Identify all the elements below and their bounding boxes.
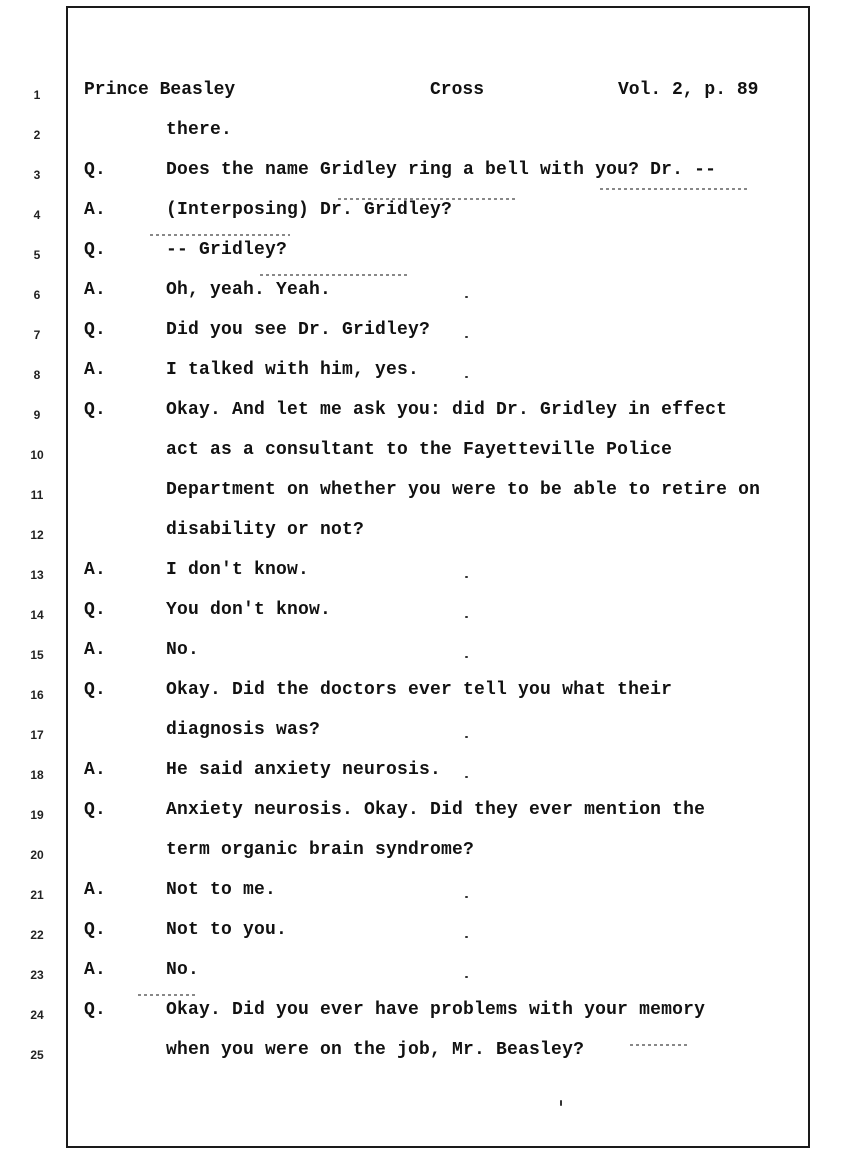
- line-text: He said anxiety neurosis.: [166, 760, 442, 780]
- transcript-line: [0, 400, 860, 440]
- scan-smudge: [630, 1044, 690, 1046]
- line-text: when you were on the job, Mr. Beasley?: [166, 1040, 585, 1060]
- line-text: diagnosis was?: [166, 720, 321, 740]
- line-text: Not to you.: [166, 920, 288, 940]
- transcript-line: [0, 240, 860, 280]
- transcript-line: [0, 960, 860, 1000]
- line-text: Department on whether you were to be able to retire on: [166, 480, 761, 500]
- transcript-line: [0, 280, 860, 320]
- line-number: 18: [30, 768, 44, 782]
- line-text: Does the name Gridley ring a bell with you? Dr. --: [166, 160, 717, 180]
- transcript-line: [0, 320, 860, 360]
- transcript-line: [0, 920, 860, 960]
- line-number: 16: [30, 688, 44, 702]
- transcript-line: [0, 1040, 860, 1080]
- speaker: A.: [84, 560, 107, 580]
- line-number: 17: [30, 728, 44, 742]
- line-number: 22: [30, 928, 44, 942]
- line-number: 24: [30, 1008, 44, 1022]
- line-number: 1: [33, 88, 41, 102]
- line-text: (Interposing) Dr. Gridley?: [166, 200, 453, 220]
- speaker: Q.: [84, 320, 107, 340]
- transcript-line: [0, 680, 860, 720]
- transcript-line: [0, 720, 860, 760]
- line-number: 14: [30, 608, 44, 622]
- speaker: Q.: [84, 400, 107, 420]
- speaker: Q.: [84, 600, 107, 620]
- line-number: 20: [30, 848, 44, 862]
- scan-speck: [465, 736, 468, 738]
- scan-speck: [465, 896, 468, 898]
- speaker: Q.: [84, 240, 107, 260]
- transcript-line: [0, 1000, 860, 1040]
- line-text: disability or not?: [166, 520, 365, 540]
- line-number: 2: [33, 128, 41, 142]
- line-number: 11: [30, 488, 44, 502]
- line-text: Did you see Dr. Gridley?: [166, 320, 431, 340]
- line-text: Anxiety neurosis. Okay. Did they ever mention the: [166, 800, 706, 820]
- line-number: 3: [33, 168, 41, 182]
- line-text: Okay. And let me ask you: did Dr. Gridley in effect: [166, 400, 728, 420]
- transcript-line: [0, 760, 860, 800]
- transcript-line: [0, 840, 860, 880]
- scan-speck: [465, 376, 468, 378]
- line-number: 19: [30, 808, 44, 822]
- speaker: A.: [84, 360, 107, 380]
- transcript-line: [0, 880, 860, 920]
- line-number: 8: [33, 368, 41, 382]
- speaker: Q.: [84, 920, 107, 940]
- scan-speck: [465, 936, 468, 938]
- speaker: A.: [84, 200, 107, 220]
- transcript-line: [0, 560, 860, 600]
- transcript-line: [0, 80, 860, 120]
- scan-smudge: [150, 234, 290, 236]
- line-text: term organic brain syndrome?: [166, 840, 475, 860]
- line-number: 4: [33, 208, 41, 222]
- scan-smudge: [600, 188, 750, 190]
- transcript-line: [0, 800, 860, 840]
- transcript-line: [0, 520, 860, 560]
- line-number: 25: [30, 1048, 44, 1062]
- line-number: 15: [30, 648, 44, 662]
- line-text: act as a consultant to the Fayetteville Police: [166, 440, 673, 460]
- speaker: A.: [84, 640, 107, 660]
- speaker: A.: [84, 280, 107, 300]
- speaker: Q.: [84, 160, 107, 180]
- transcript-line: [0, 480, 860, 520]
- scan-speck: [465, 656, 468, 658]
- line-number: 7: [33, 328, 41, 342]
- transcript-line: [0, 640, 860, 680]
- line-text: Okay. Did you ever have problems with your memory: [166, 1000, 706, 1020]
- speaker: A.: [84, 880, 107, 900]
- line-text: I talked with him, yes.: [166, 360, 420, 380]
- examination-type: Cross: [430, 80, 485, 100]
- line-text: Okay. Did the doctors ever tell you what their: [166, 680, 673, 700]
- line-number: 21: [30, 888, 44, 902]
- speaker: Q.: [84, 800, 107, 820]
- line-text: Not to me.: [166, 880, 277, 900]
- line-number: 5: [33, 248, 41, 262]
- speaker: A.: [84, 760, 107, 780]
- speaker: Q.: [84, 680, 107, 700]
- scan-smudge: [260, 274, 410, 276]
- line-text: there.: [166, 120, 233, 140]
- scan-speck: [465, 776, 468, 778]
- volume-page: Vol. 2, p. 89: [618, 80, 759, 100]
- line-number: 6: [33, 288, 41, 302]
- line-text: Oh, yeah. Yeah.: [166, 280, 332, 300]
- scan-speck: [465, 336, 468, 338]
- transcript-line: [0, 600, 860, 640]
- line-number: 9: [33, 408, 41, 422]
- line-number: 12: [30, 528, 44, 542]
- scan-speck: [465, 576, 468, 578]
- transcript-line: [0, 200, 860, 240]
- scan-speck: [465, 616, 468, 618]
- line-text: You don't know.: [166, 600, 332, 620]
- line-text: -- Gridley?: [166, 240, 288, 260]
- witness-name: Prince Beasley: [84, 80, 236, 100]
- line-text: No.: [166, 640, 200, 660]
- line-number: 13: [30, 568, 44, 582]
- speaker: A.: [84, 960, 107, 980]
- scan-speck: [465, 976, 468, 978]
- transcript-line: [0, 160, 860, 200]
- speaker: Q.: [84, 1000, 107, 1020]
- line-number: 23: [30, 968, 44, 982]
- line-text: I don't know.: [166, 560, 310, 580]
- scan-smudge: [338, 198, 518, 200]
- transcript-line: [0, 440, 860, 480]
- scan-smudge: [138, 994, 198, 996]
- transcript-line: [0, 360, 860, 400]
- scan-speck: [465, 296, 468, 298]
- line-number: 10: [30, 448, 44, 462]
- transcript-line: [0, 120, 860, 160]
- line-text: No.: [166, 960, 200, 980]
- scan-speck: [560, 1100, 562, 1106]
